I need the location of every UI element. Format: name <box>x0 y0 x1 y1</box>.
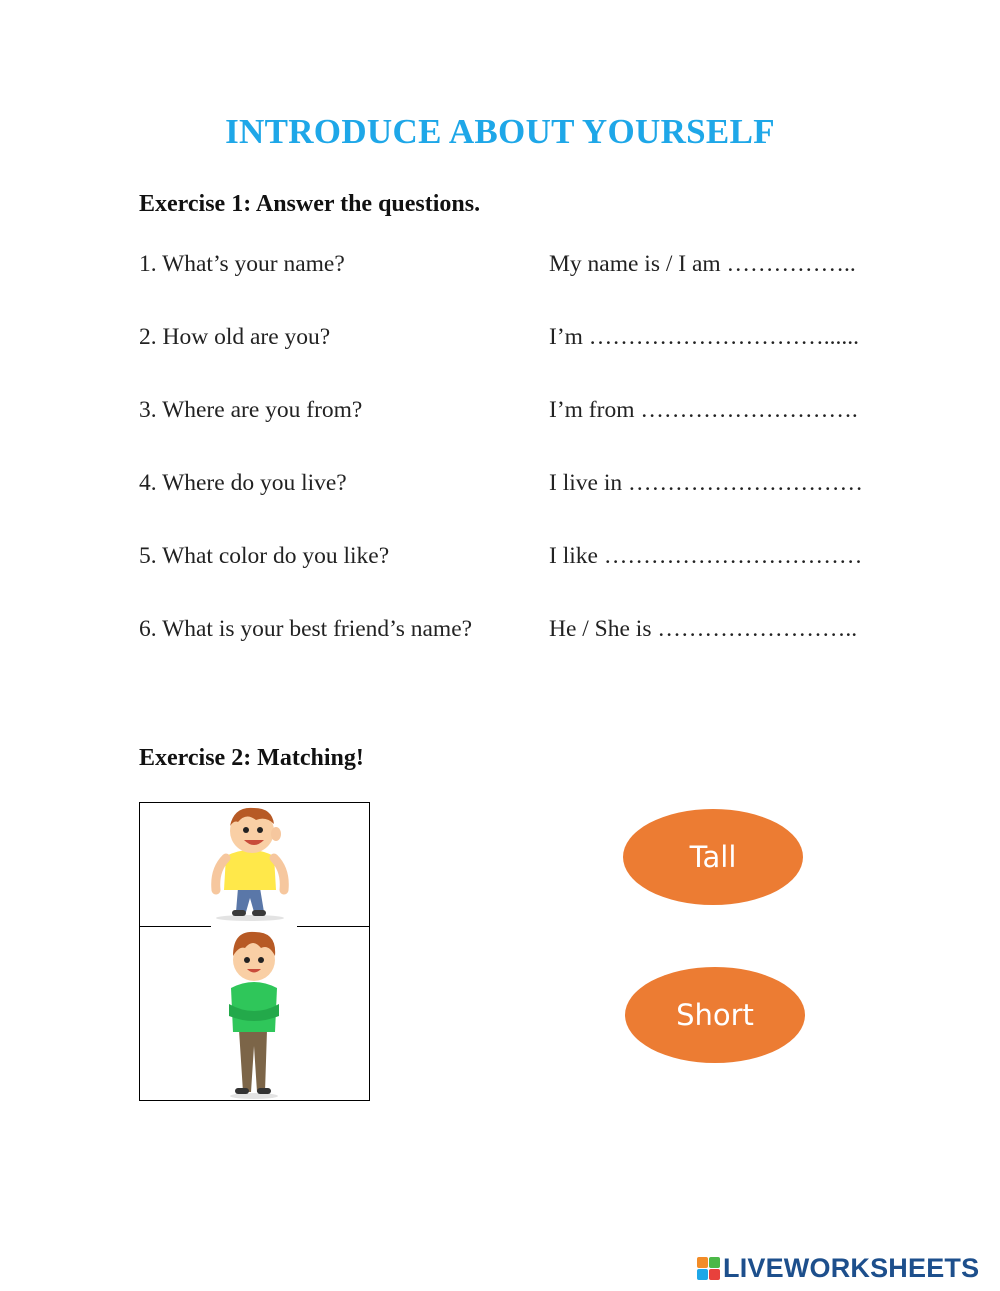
answer-field-4[interactable]: I live in ………………………… <box>549 470 863 496</box>
question-6: 6. What is your best friend’s name? <box>139 616 473 642</box>
question-1: 1. What’s your name? <box>139 251 345 277</box>
answer-field-6[interactable]: He / She is …………………….. <box>549 616 858 642</box>
liveworksheets-logo[interactable] <box>697 1253 979 1284</box>
tall-option[interactable]: Tall <box>623 809 803 905</box>
short-option[interactable]: Short <box>625 967 805 1063</box>
tall-boy-image[interactable] <box>211 926 297 1100</box>
exercise-1-heading: Exercise 1: Answer the questions. <box>139 191 481 217</box>
question-3: 3. Where are you from? <box>139 397 363 423</box>
question-2: 2. How old are you? <box>139 324 331 350</box>
question-4: 4. Where do you live? <box>139 470 347 496</box>
logo-text: LIVEWORKSHEETS <box>723 1253 980 1283</box>
answer-field-3[interactable]: I’m from ………………………. <box>549 397 858 423</box>
question-5: 5. What color do you like? <box>139 543 390 569</box>
answer-field-2[interactable]: I’m …………………………...... <box>549 324 860 350</box>
exercise-2-heading: Exercise 2: Matching! <box>139 745 364 771</box>
worksheet-title: INTRODUCE ABOUT YOURSELF <box>225 112 775 151</box>
logo-icon <box>697 1257 720 1280</box>
short-boy-image[interactable] <box>202 804 298 922</box>
answer-field-1[interactable]: My name is / I am …………….. <box>549 251 856 277</box>
answer-field-5[interactable]: I like …………………………… <box>549 543 863 569</box>
